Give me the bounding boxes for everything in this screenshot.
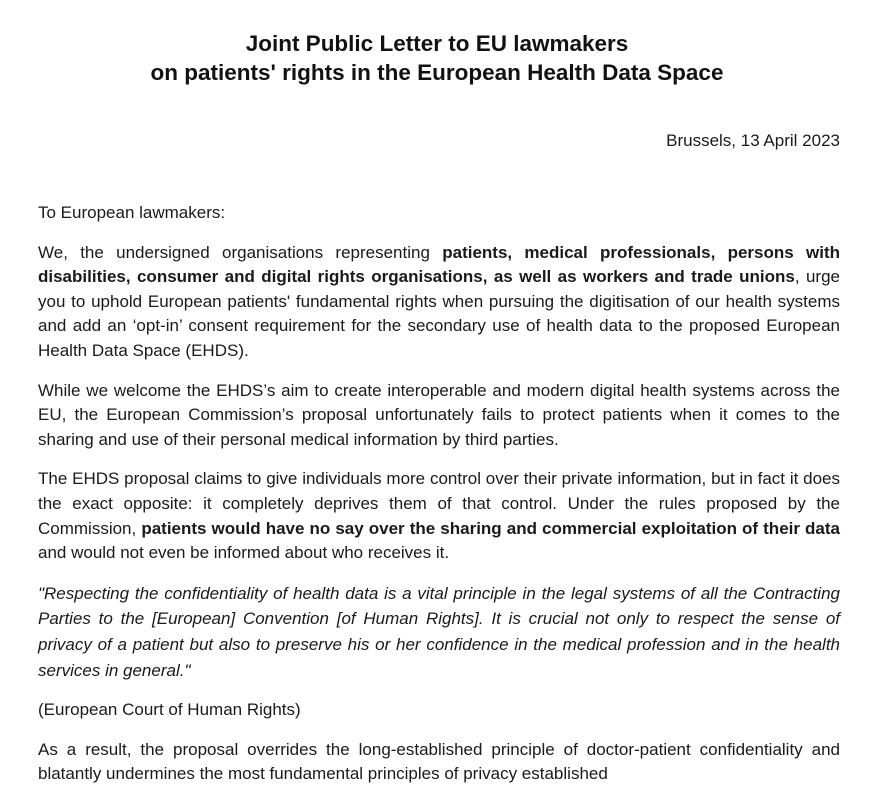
court-quote: "Respecting the confidentiality of health data is a vital principle in the legal systems of all the Contracting Parties to the [European] Convention [of Human Rights]. It is crucial not only to respect the sense of privacy of a patient but also to preserve his or her confidence in the medical profession and in the health services in general." xyxy=(38,583,840,680)
dateline: Brussels, 13 April 2023 xyxy=(666,131,840,150)
paragraph-1-text-a: We, the undersigned organisations representing xyxy=(38,242,443,262)
paragraph-3-text-a: The EHDS proposal claims to give individuals more control over their private information, but in fact it does the exact opposite: it completely deprives them of that control. Under the rules proposed by the Commission, xyxy=(38,469,840,538)
paragraph-3 xyxy=(38,467,840,565)
salutation: To European lawmakers: xyxy=(38,203,226,222)
quote-attribution: (European Court of Human Rights) xyxy=(38,700,301,720)
title-line-2: on patients' rights in the European Health Data Space xyxy=(150,60,724,85)
title-line-1: Joint Public Letter to EU lawmakers xyxy=(245,31,629,56)
paragraph-3-bold: patients would have no say over the sharing and commercial exploitation of their data xyxy=(141,518,840,538)
paragraph-1-bold: patients, medical professionals, persons with disabilities, consumer and digital rights organisations, as well as workers and trade unions xyxy=(38,242,841,287)
letter-title xyxy=(0,29,874,87)
paragraph-3-text-b: and would not even be informed about who receives it. xyxy=(38,543,450,563)
paragraph-2: While we welcome the EHDS’s aim to create interoperable and modern digital health systems across the EU, the European Commission’s proposal unfortunately fails to protect patients when it comes to the sharing and use of their personal medical information by third parties. xyxy=(38,380,840,449)
paragraph-1 xyxy=(38,241,840,364)
paragraph-4: As a result, the proposal overrides the long-established principle of doctor-patient confidentiality and blatantly undermines the most fundamental principles of privacy established xyxy=(38,739,840,784)
letter-body xyxy=(38,201,840,802)
paragraph-1-text-b: , urge you to uphold European patients' fundamental rights when pursuing the digitisation of our health systems and add an ‘opt-in’ consent requirement for the secondary use of health data to the proposed European Health Data Space (EHDS). xyxy=(38,267,840,360)
